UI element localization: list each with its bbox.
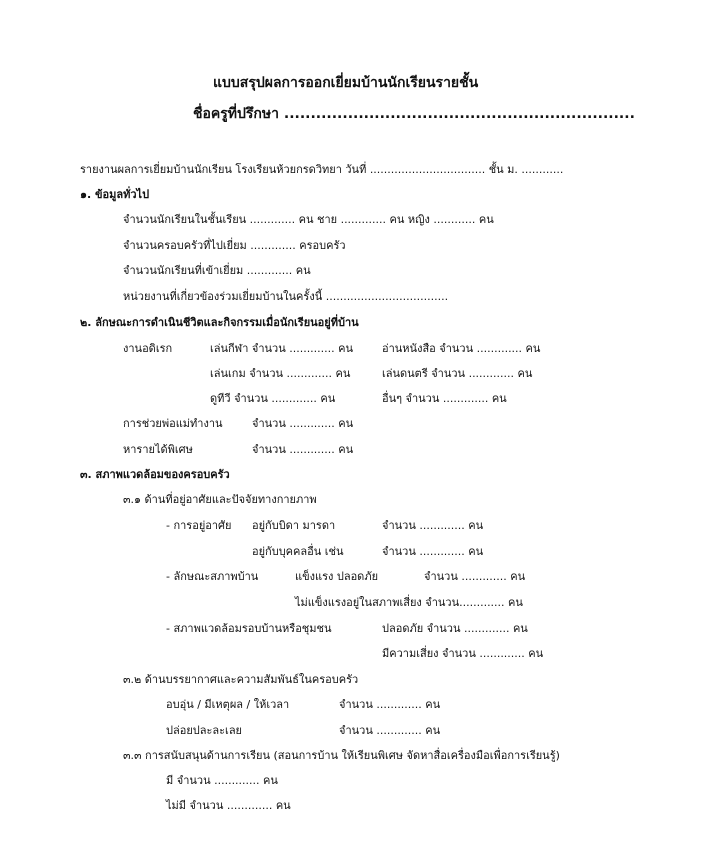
student-count-line: จำนวนนักเรียนในชั้นเรียน ............. คน ชาย ............. คน หญิง ............ คน xyxy=(123,213,494,226)
students-visited-line: จำนวนนักเรียนที่เข้าเยี่ยม ............. คน xyxy=(123,264,311,277)
families-visited-line: จำนวนครอบครัวที่ไปเยี่ยม ............. ครอบครัว xyxy=(123,239,346,252)
housing-others-count: จำนวน ............. คน xyxy=(382,545,484,558)
agencies-line: หน่วยงานที่เกี่ยวข้องร่วมเยี่ยมบ้านในครั้งนี้ ................................... xyxy=(123,290,449,303)
hobby-label: งานอดิเรก xyxy=(123,342,173,355)
housing-parents-count: จำนวน ............. คน xyxy=(382,519,484,532)
housing-others: อยู่กับบุคคลอื่น เช่น xyxy=(252,545,344,558)
house-condition-risky: ไม่แข็งแรงอยู่ในสภาพเสี่ยง จำนวน............. คน xyxy=(295,596,523,609)
surroundings-risky: มีความเสี่ยง จำนวน ............. คน xyxy=(382,647,544,660)
extra-income-label: หารายได้พิเศษ xyxy=(123,443,193,456)
hobby-sports: เล่นกีฬา จำนวน ............. คน xyxy=(210,342,354,355)
house-condition-safe: แข็งแรง ปลอดภัย xyxy=(295,570,379,583)
support-no: ไม่มี จำนวน ............. คน xyxy=(166,799,291,812)
section-1-heading: ๑. ข้อมูลทั่วไป xyxy=(80,188,150,201)
subsection-3-2-heading: ๓.๒ ด้านบรรยากาศและความสัมพันธ์ในครอบครัว xyxy=(123,673,359,686)
family-warm: อบอุ่น / มีเหตุผล / ให้เวลา xyxy=(166,698,290,711)
subsection-3-1-heading: ๓.๑ ด้านที่อยู่อาศัยและปัจจัยทางกายภาพ xyxy=(123,493,317,506)
report-line: รายงานผลการเยี่ยมบ้านนักเรียน โรงเรียนห้วยกรดวิทยา วันที่ ................................. ชั้น ม. ............ xyxy=(80,163,564,176)
housing-label: - การอยู่อาศัย xyxy=(166,519,232,532)
help-parents-count: จำนวน ............. คน xyxy=(252,417,354,430)
section-2-heading: ๒. ลักษณะการดำเนินชีวิตและกิจกรรมเมื่อนักเรียนอยู่ที่บ้าน xyxy=(80,316,359,329)
surroundings-label: - สภาพแวดล้อมรอบบ้านหรือชุมชน xyxy=(166,622,332,635)
subsection-3-3-heading: ๓.๓ การสนับสนุนด้านการเรียน (สอนการบ้าน ให้เรียนพิเศษ จัดหาสื่อเครื่องมือเพื่อการเรียนรู้) xyxy=(123,749,560,762)
hobby-games: เล่นเกม จำนวน ............. คน xyxy=(210,367,351,380)
support-yes: มี จำนวน ............. คน xyxy=(166,774,278,787)
surroundings-safe: ปลอดภัย จำนวน ............. คน xyxy=(382,622,528,635)
hobby-reading: อ่านหนังสือ จำนวน ............. คน xyxy=(382,342,541,355)
housing-parents: อยู่กับบิดา มารดา xyxy=(252,519,336,532)
house-condition-safe-count: จำนวน ............. คน xyxy=(424,570,526,583)
section-3-heading: ๓. สภาพแวดล้อมของครอบครัว xyxy=(80,468,230,481)
family-warm-count: จำนวน ............. คน xyxy=(339,698,441,711)
family-neglect-count: จำนวน ............. คน xyxy=(339,724,441,737)
help-parents-label: การช่วยพ่อแม่ทำงาน xyxy=(123,417,223,430)
family-neglect: ปล่อยปละละเลย xyxy=(166,724,243,737)
hobby-music: เล่นดนตรี จำนวน ............. คน xyxy=(382,367,533,380)
house-condition-label: - ลักษณะสภาพบ้าน xyxy=(166,570,259,583)
hobby-other: อื่นๆ จำนวน ............. คน xyxy=(382,392,507,405)
extra-income-count: จำนวน ............. คน xyxy=(252,443,354,456)
hobby-tv: ดูทีวี จำนวน ............. คน xyxy=(210,392,336,405)
form-title: แบบสรุปผลการออกเยี่ยมบ้านนักเรียนรายชั้น xyxy=(213,75,479,91)
advisor-line: ชื่อครูที่ปรึกษา .................................................................. xyxy=(193,106,635,122)
